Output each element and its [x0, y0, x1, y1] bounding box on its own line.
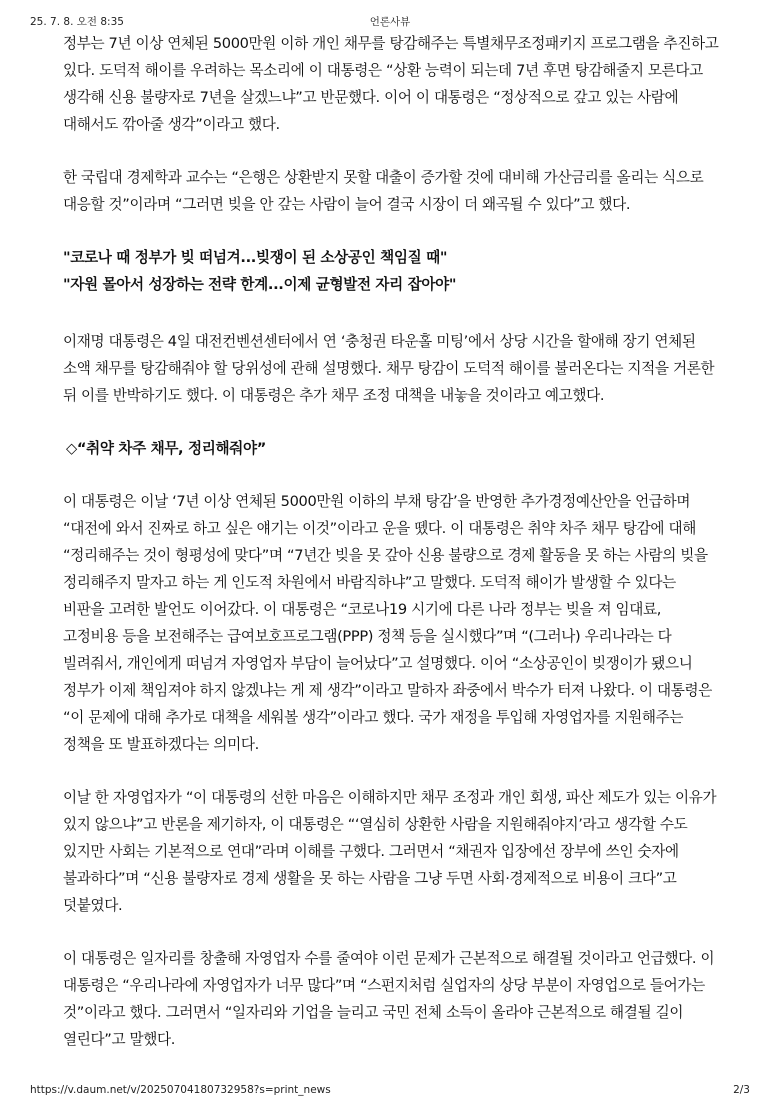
- print-header: [30, 14, 750, 30]
- article-paragraph: 한 국립대 경제학과 교수는 “은행은 상환받지 못할 대출이 증가할 것에 대비해 가산금리를 올리는 식으로 대응할 것”이라며 “그러면 빚을 안 갚는 사람이 늘어 결국 시장이 더 왜곡될 수 있다”고 했다.: [63, 169, 704, 213]
- article-subhead: "자원 몰아서 성장하는 전략 한계...이제 균형발전 자리 잡아야": [63, 276, 457, 293]
- article-subheads: [63, 244, 719, 298]
- print-url: https://v.daum.net/v/20250704180732958?s=print_news: [30, 1084, 331, 1096]
- article-subhead: "코로나 때 정부가 빚 떠넘겨...빚쟁이 된 소상공인 책임질 때": [63, 249, 448, 266]
- print-datetime: 25. 7. 8. 오전 8:35: [30, 16, 124, 28]
- article-paragraph: 이 대통령은 일자리를 창출해 자영업자 수를 줄여야 이런 문제가 근본적으로 해결될 것이라고 언급했다. 이 대통령은 “우리나라에 자영업자가 너무 많다”며 “스펀지처럼 실업자의 상당 부분이 자영업으로 들어가는 것”이라고 했다. 그러면서 “일자리와 기업을 늘리고 국민 전체 소득이 올라야 근본적으로 해결될 길이 열린다”고 말했다.: [63, 950, 715, 1048]
- page-number: 2/3: [733, 1084, 750, 1096]
- article-paragraph: 정부는 7년 이상 연체된 5000만원 이하 개인 채무를 탕감해주는 특별채무조정패키지 프로그램을 추진하고 있다. 도덕적 해이를 우려하는 목소리에 이 대통령은 “상환 능력이 되는데 7년 후면 탕감해줄지 모른다고 생각해 신용 불량자로 7년을 살겠느냐”고 반문했다. 이어 이 대통령은 “정상적으로 갚고 있는 사람에 대해서도 깎아줄 생각”이라고 했다.: [63, 35, 719, 133]
- print-footer: [30, 1084, 750, 1100]
- article-paragraph: 이 대통령은 이날 ‘7년 이상 연체된 5000만원 이하의 부채 탕감’을 반영한 추가경정예산안을 언급하며 “대전에 와서 진짜로 하고 싶은 얘기는 이것”이라고 운을 뗐다. 이 대통령은 취약 차주 채무 탕감에 대해 “정리해주는 것이 형평성에 맞다”며 “7년간 빚을 못 갚아 신용 불량으로 경제 활동을 못 하는 사람의 빚을 정리해주지 말자고 하는 게 인도적 차원에서 바람직하냐”고 말했다. 도덕적 해이가 발생할 수 있다는 비판을 고려한 발언도 이어갔다. 이 대통령은 “코로나19 시기에 다른 나라 정부는 빚을 져 임대료, 고정비용 등을 보전해주는 급여보호프로그램(PPP) 정책 등을 실시했다”며 “(그러나) 우리나라는 다 빌려줘서, 개인에게 떠넘겨 자영업자 부담이 늘어났다”고 설명했다. 이어 “소상공인이 빚쟁이가 됐으니 정부가 이제 책임져야 하지 않겠냐는 게 제 생각”이라고 말하자 좌중에서 박수가 터져 나왔다. 이 대통령은 “이 문제에 대해 추가로 대책을 세워볼 생각”이라고 했다. 국가 재정을 투입해 자영업자를 지원해주는 정책을 또 발표하겠다는 의미다.: [63, 493, 712, 753]
- print-site-title: 언론사뷰: [369, 16, 411, 28]
- article-paragraph: 이날 한 자영업자가 “이 대통령의 선한 마음은 이해하지만 채무 조정과 개인 회생, 파산 제도가 있는 이유가 있지 않으냐”고 반론을 제기하자, 이 대통령은 “‘열심히 상환한 사람을 지원해줘야지’라고 생각할 수도 있지만 사회는 기본적으로 연대”라며 이해를 구했다. 그러면서 “채권자 입장에선 장부에 쓰인 숫자에 불과하다”며 “신용 불량자로 경제 생활을 못 하는 사람을 그냥 두면 사회·경제적으로 비용이 크다”고 덧붙였다.: [63, 789, 717, 914]
- section-heading: ◇“취약 차주 채무, 정리해줘야”: [66, 440, 266, 457]
- article-body: [63, 30, 719, 1079]
- article-paragraph: 이재명 대통령은 4일 대전컨벤션센터에서 연 ‘충청권 타운홀 미팅’에서 상당 시간을 할애해 장기 연체된 소액 채무를 탕감해줘야 할 당위성에 관해 설명했다. 채무 탕감이 도덕적 해이를 불러온다는 지적을 거론한 뒤 이를 반박하기도 했다. 이 대통령은 추가 채무 조정 대책을 내놓을 것이라고 예고했다.: [63, 333, 715, 404]
